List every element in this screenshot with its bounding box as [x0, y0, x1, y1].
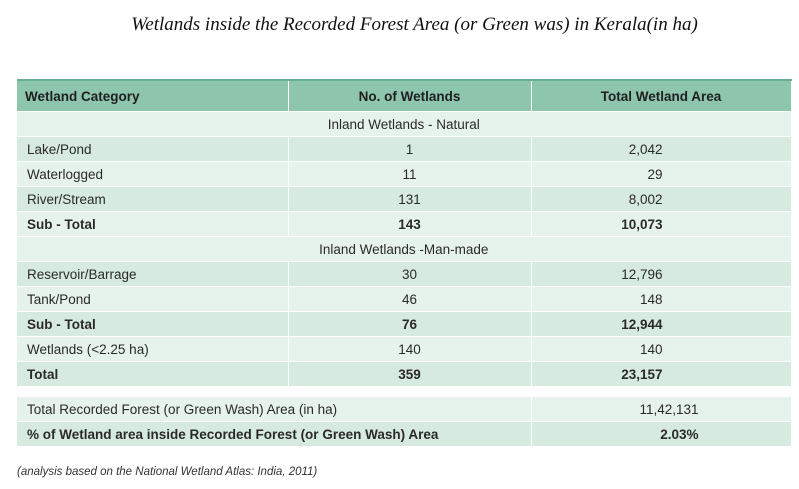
- cell-count: 1: [288, 137, 531, 162]
- cell-category: Sub - Total: [17, 212, 288, 237]
- cell-area: 12,944: [531, 312, 791, 337]
- table-row: [17, 187, 791, 212]
- header-area: Total Wetland Area: [531, 80, 791, 112]
- cell-count: 46: [288, 287, 531, 312]
- wetland-table-container: [17, 79, 791, 447]
- cell-category: Tank/Pond: [17, 287, 288, 312]
- cell-area: 2,042: [531, 137, 791, 162]
- cell-count: 30: [288, 262, 531, 287]
- cell-count: 131: [288, 187, 531, 212]
- section-label: Inland Wetlands - Natural: [17, 112, 791, 137]
- summary-value: 2.03%: [531, 422, 791, 447]
- section-row-natural: [17, 112, 791, 137]
- cell-area: 8,002: [531, 187, 791, 212]
- cell-count: 143: [288, 212, 531, 237]
- spacer-row: [17, 387, 791, 398]
- footnote: (analysis based on the National Wetland Atlas: India, 2011): [17, 466, 318, 478]
- cell-count: 76: [288, 312, 531, 337]
- table-row: [17, 337, 791, 362]
- table-row: [17, 137, 791, 162]
- cell-area: 12,796: [531, 262, 791, 287]
- summary-label: % of Wetland area inside Recorded Forest (or Green Wash) Area: [17, 422, 531, 447]
- cell-area: 10,073: [531, 212, 791, 237]
- summary-row-percentage: [17, 422, 791, 447]
- table-row: [17, 162, 791, 187]
- section-row-manmade: [17, 237, 791, 262]
- table-header-row: [17, 80, 791, 112]
- total-row: [17, 362, 791, 387]
- cell-area: 140: [531, 337, 791, 362]
- cell-area: 148: [531, 287, 791, 312]
- cell-category: Waterlogged: [17, 162, 288, 187]
- header-count: No. of Wetlands: [288, 80, 531, 112]
- cell-area: 23,157: [531, 362, 791, 387]
- cell-category: Lake/Pond: [17, 137, 288, 162]
- wetland-table: [17, 79, 792, 447]
- section-label: Inland Wetlands -Man-made: [17, 237, 791, 262]
- table-row: [17, 262, 791, 287]
- cell-count: 359: [288, 362, 531, 387]
- cell-count: 140: [288, 337, 531, 362]
- subtotal-row: [17, 312, 791, 337]
- subtotal-row: [17, 212, 791, 237]
- cell-area: 29: [531, 162, 791, 187]
- cell-count: 11: [288, 162, 531, 187]
- cell-category: River/Stream: [17, 187, 288, 212]
- page-title: Wetlands inside the Recorded Forest Area (or Green was) in Kerala(in ha): [131, 14, 698, 35]
- summary-value: 11,42,131: [531, 397, 791, 422]
- cell-category: Reservoir/Barrage: [17, 262, 288, 287]
- table-row: [17, 287, 791, 312]
- summary-label: Total Recorded Forest (or Green Wash) Area (in ha): [17, 397, 531, 422]
- cell-category: Sub - Total: [17, 312, 288, 337]
- summary-row-forest-area: [17, 397, 791, 422]
- header-category: Wetland Category: [17, 80, 288, 112]
- cell-category: Total: [17, 362, 288, 387]
- cell-category: Wetlands (<2.25 ha): [17, 337, 288, 362]
